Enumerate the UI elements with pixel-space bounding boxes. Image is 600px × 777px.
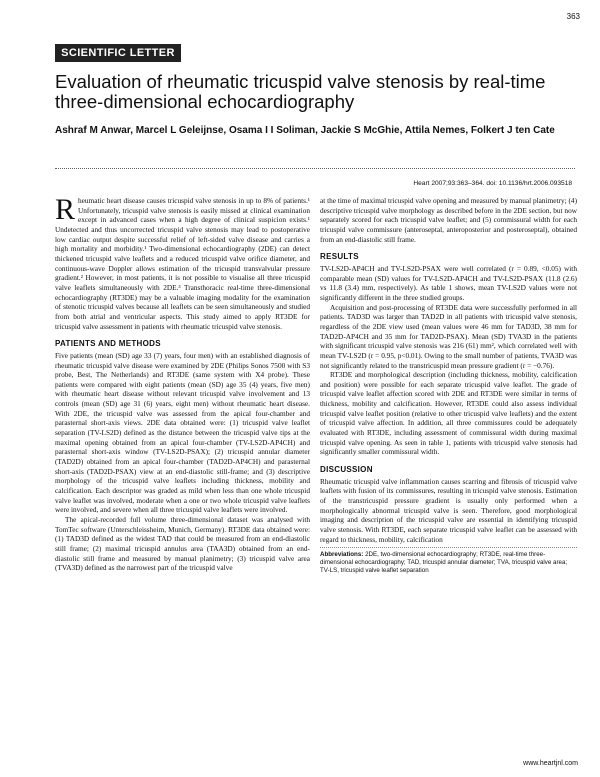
discussion-heading: DISCUSSION xyxy=(320,465,373,475)
intro-paragraph xyxy=(55,193,310,331)
left-column xyxy=(55,193,310,573)
author-list: Ashraf M Anwar, Marcel L Geleijnse, Osama I I Soliman, Jackie S McGhie, Attila Nemes, Folkert J ten Cate xyxy=(55,125,555,136)
results-paragraph-2: Acquisition and post-processing of RT3DE data were successfully performed in all patients. TAD3D was larger than TAD2D in all patients with tricuspid valve stenosis, regardless of the 2DE view used (mean values were 46 mm for TAD3D, 38 mm for TAD2D-AP4CH and 35 mm for TAD2D-PSAX). Mean (SD) TVA3D in the patients with significant tricuspid valve stenosis was 216 (61) mm², which correlated well with mean TV-LS2D (r = 0.95, p<0.01). Owing to the small number of patients, TVA3D was not significantly related to the transtricuspid mean pressure gradient (r = −0.76). xyxy=(320,302,577,370)
abbreviations-text: 2DE, two-dimensional echocardiography; RT3DE, real-time three-dimensional echocardiography; TAD, tricuspid annular diameter; TVA, tricuspid valve area; TV-LS, tricuspid valve leaflet separation xyxy=(320,551,568,575)
abbreviations-label: Abbreviations: xyxy=(320,551,364,559)
citation-line: Heart 2007;93:363–364. doi: 10.1136/hrt.2006.093518 xyxy=(413,180,572,187)
discussion-paragraph: Rheumatic tricuspid valve inflammation causes scarring and fibrosis of tricuspid valve leaflets with fusion of its commissures, resulting in tricuspid valve stenosis. Estimation of the transtricuspid pressure gradient is usually only performed when a morphologically abnormal tricuspid valve is seen. Therefore, good morphological imaging and description of the tricuspid valve are essential in identifying tricuspid valve stenosis. With RT3DE, each separate tricuspid valve leaflet can be assessed with regard to thickness, mobility, calcification xyxy=(320,476,577,544)
methods-paragraph-1: Five patients (mean (SD) age 33 (7) years, four men) with an established diagnosis of rheumatic tricuspid valve disease were examined by 2DE (Philips Sonos 7500 with S3 probe, Best, The Netherlands) and RT3DE (same system with X4 probe). These patients were compared with eight patients (mean (SD) age 35 (4) years, five men) with rheumatic heart disease without relevant tricuspid valve involvement and 13 controls (mean (SD) age 31 (6) years, eight men) without rheumatic heart disease. With 2DE, the tricuspid valve was assessed from the apical four-chamber and parasternal short-axis views. 2DE data obtained were: (1) tricuspid valve leaflet separation (TV-LS2D) defined as the distance between the tricuspid valve tips at the maximal opening obtained from an apical four-chamber (TV-LS2D-AP4CH) and parasternal short-axis window (TV-LS2D-PSAX); (2) tricuspid annular diameter (TAD2D) obtained from an apical four-chamber (TAD2D-AP4CH) and parasternal short-axis (TAD2D-PSAX) view at an end-diastolic still-frame; and (3) descriptive morphology of the tricuspid valve leaflets including thickness, mobility and calcification. Each descriptor was graded as mild when less than one whole tricuspid valve leaflet was involved, moderate when a one or two whole tricuspid valve leaflets were involved, and severe when all three tricuspid valve leaflets were involved. xyxy=(55,350,310,515)
methods-paragraph-2: The apical-recorded full volume three-dimensional dataset was analysed with TomTec software (Unterschleissheim, Munich, Germany). RT3DE data obtained were: (1) TAD3D defined as the widest TAD that could be measured from an end-diastolic still frame; (2) maximal tricuspid annulus area (TAA3D) obtained from an end-diastolic still frame and measured by manual planimetry; (3) tricuspid valve area (TVA3D) defined as the narrowest part of the tricuspid valve xyxy=(55,515,310,573)
article-title: Evaluation of rheumatic tricuspid valve stenosis by real-time three-dimensional echocardiography xyxy=(55,71,546,112)
page-number: 363 xyxy=(566,12,580,21)
section-label: SCIENTIFIC LETTER xyxy=(55,44,181,62)
results-paragraph-3: RT3DE and morphological description (including thickness, mobility, calcification and position) were possible for each separate tricuspid valve leaflet. The grade of tricuspid valve leaflet affection scored with 2DE and RT3DE were similar in terms of thickness, mobility and calcification. However, RT3DE could also assess individual tricuspid valve leaflet position (relative to other tricuspid valve leaflets) and the extent of tricuspid valve affection. In addition, all three commissures could be adequately evaluated with RT3DE, including assessment of commissural width during maximal tricuspid valve opening. As seen in table 1, patients with tricuspid valve stenosis had significantly smaller commissural width. xyxy=(320,370,577,457)
header-divider xyxy=(55,168,575,169)
drop-cap: R xyxy=(55,193,76,226)
results-paragraph-1: TV-LS2D-AP4CH and TV-LS2D-PSAX were well correlated (r = 0.89, <0.05) with comparable mean (SD) values for TV-LS2D-AP4CH and TV-LS2D-PSAX (11.8 (2.6) vs 11.8 (3.4) mm, respectively). As table 1 shows, mean TV-LS2D values were not significantly different in the three studied groups. xyxy=(320,263,577,302)
right-column xyxy=(320,196,577,575)
intro-text: heumatic heart disease causes tricuspid valve stenosis in up to 8% of patients.¹ Unfortunately, tricuspid valve stenosis is easily missed at clinical examination except in advanced cases when a high degree of clinical suspicion exists.¹ Undetected and thus uncorrected tricuspid valve stenosis may lead to postoperative low cardiac output despite successful relief of left-sided valve disease and carries a high mortality and morbidity.¹ Two-dimensional echocardiography (2DE) can detect thickened tricuspid valve leaflets and a reduced tricuspid valve orifice diameter, and continuous-wave Doppler allows estimation of the tricuspid transvalvular pressure gradient.² However, in most patients, it is not possible to visualise all three tricuspid valve leaflets simultaneously with 2DE.³ Transthoracic real-time three-dimensional echocardiography (RT3DE) may be a valuable imaging modality for the examination of stenotic tricuspid valves because all leaflets can be seen simultaneously and studied from both atrial and ventricular aspects. This study aimed to apply RT3DE for tricuspid valve assessment in patients with rheumatic tricuspid valve stenosis. xyxy=(55,196,310,331)
abbreviations xyxy=(320,551,577,575)
results-heading: RESULTS xyxy=(320,252,359,262)
methods-heading: PATIENTS AND METHODS xyxy=(55,339,161,349)
journal-website-link[interactable]: www.heartjnl.com xyxy=(523,760,578,767)
methods-continued: at the time of maximal tricuspid valve opening and measured by manual planimetry; (4) descriptive tricuspid valve morphology as described before in the 2DE section, but now separately scored for each tricuspid valve leaflet; and (5) commissural width for each tricuspid valve commissure (anteroseptal, anteroposterior and posteroseptal), obtained from an end-diastolic still frame. xyxy=(320,196,577,244)
abbreviations-divider xyxy=(320,547,577,548)
